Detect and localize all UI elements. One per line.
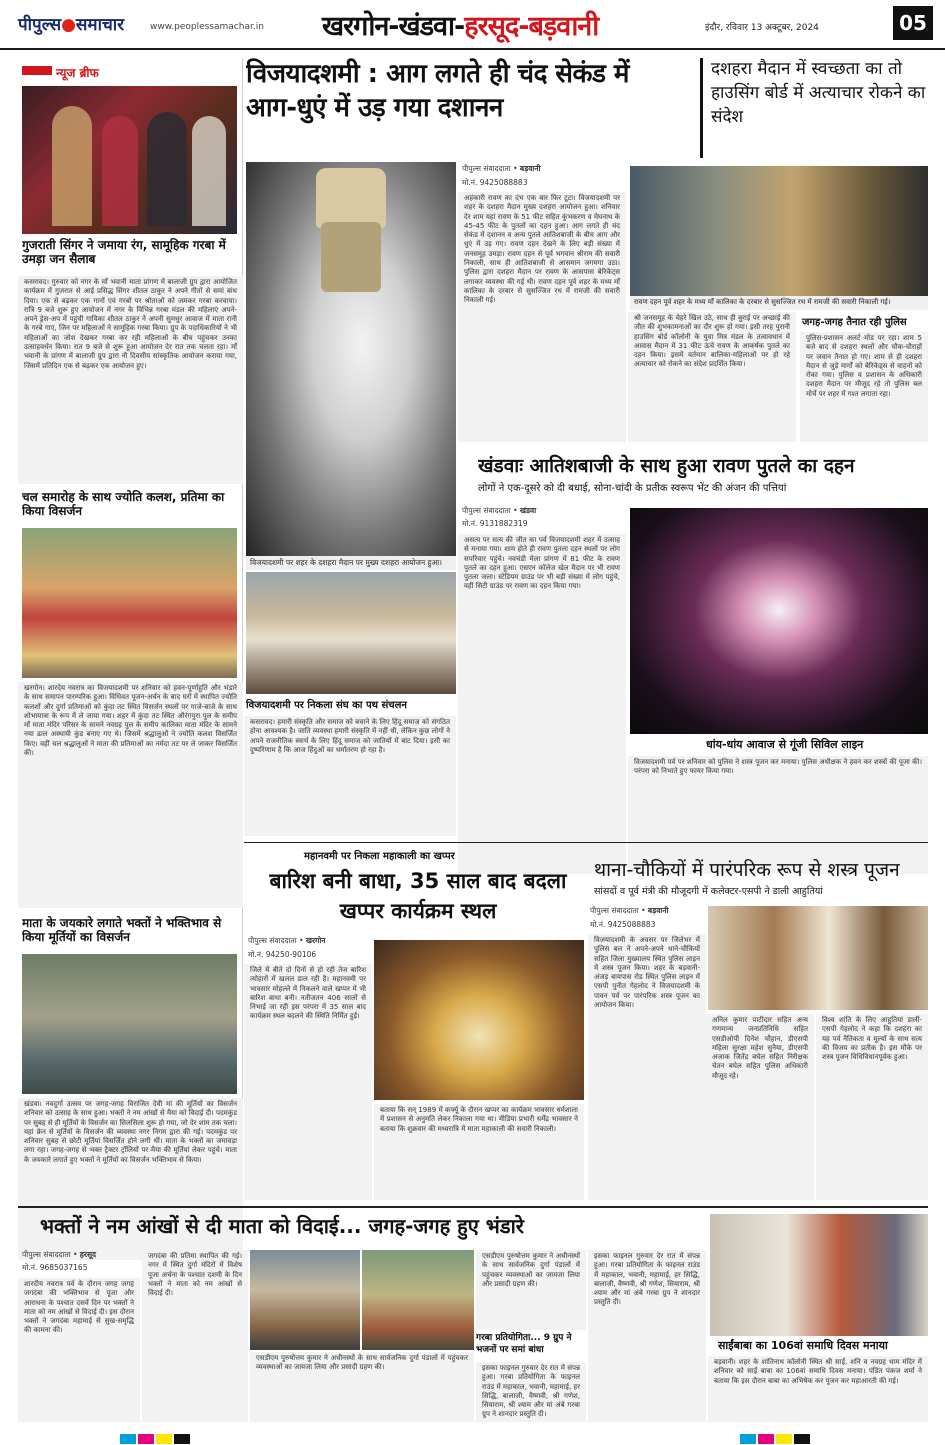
edition-title bbox=[322, 6, 598, 43]
dateline: इंदौर, रविवार 13 अक्टूबर, 2024 bbox=[705, 23, 819, 33]
bottom-section-divider bbox=[18, 1206, 928, 1208]
magenta-swatch-icon-right bbox=[758, 1434, 774, 1444]
shastra-body-ahuti: विश्व शांति के लिए आहुतियां डालीं-एसपी गेहलोद ने कहा कि दशहरा का यह पर्व नैतिकता व मूल्यों के साथ सत्य की विजय का प्रतीक है। इस मौके पर शस्त्र पूजन विधिविधानपूर्वक हुआ। bbox=[816, 1014, 928, 1200]
shastra-mobile: मो.नं. 9425088883 bbox=[590, 920, 656, 929]
khandwa-byline-place: खंडवा bbox=[519, 506, 537, 515]
kalash-body: खरगोन। शारदेय नवरात्र का विजयादशमी पर शनिवार को हवन-पूर्णाहुति और भंडारे के साथ समापन पारम्परिक हुआ। विधिवत पूजन-अर्चन के बाद घरों में स्थापित ज्योति कलशों और दुर्गा प्रतिमाओं को कुंदा तट स्थित विसर्जन स्थलों पर गाजे-बाजे के साथ शोभायात्रा के रूप में ले जाया गया। शहर में कुंदा तट स्थित औरंगपुरा पुल के समीप माँ माता मंदिर परिसर के सामने नवग्रह पुल के समीप कालिका माता मंदिर के सामने नया ढाल अस्थायी कुंड बनाए गए थे। जिसमें श्रद्धालुओं ने ज्योति कलश विसर्जित किए। वहीं चल श्रद्धालुओं ने माता की प्रतिमाओं का नर्मदा तट पर ले जाकर विसर्जित की। bbox=[18, 682, 243, 908]
side-feature-headline: दशहरा मैदान में स्वच्छता का तो हाउसिंग बोर्ड में अत्याचार रोकने का संदेश bbox=[700, 58, 928, 158]
kalash-headline: चल समारोह के साथ ज्योति कलश, प्रतिमा का किया विसर्जन bbox=[22, 490, 225, 519]
khandwa-byline-name: पीपुल्स संवाददाता bbox=[462, 506, 511, 515]
khappar-body-continued: बताया कि सन् 1989 में कर्फ्यू के दौरान खप्पर का कार्यक्रम भावसार धर्मशाला में प्रशासन से अनुमति लेकर निकाला गया था। मीडिया प्रभारी धर्मेंद्र भावसार ने बताया कि शुक्रवार की मध्यरात्रि में माता महाकाली की सवारी निकाली। bbox=[374, 1104, 584, 1200]
bhandara-body: शारदीय नवरात्र पर्व के दौरान जगह जगह जगदंबा की भक्तिभाव से पूजा और आराधना के पश्चात दसवें दिन पर भक्तों ने माता को नम आंखों से विदाई दी। इस दौरान भक्तों ने जगदंबा महामाई से सुख-समृद्धि की कामना की। bbox=[18, 1278, 140, 1422]
visarjan-body: खंडवा। नवदुर्गा उत्सव पर जगह-जगह विराजित देवी मां की मूर्तियों का विसर्जन शनिवार को उत्साह के साथ हुआ। भक्तों ने नम आंखों से मैया को विदाई दी। पदमकुंड पर सुबह से ही मूर्तियों के विसर्जन का सिलसिला शुरू हो गया, जो देर शाम तक चला। यहां क्रेन से मूर्तियों के विसर्जन की व्यवस्था नगर निगम द्वारा की गई। पदमकुंड पर शनिवार सुबह से छोटी मूर्तियां विसर्जित होने लगी थीं। माता के भक्तों का जमावड़ा लगा रहा। जगह-जगह से भक्त ट्रैक्टर ट्रॉलियों पर मैया की मूर्तियां लेकर पहुंचे। माता के जयकारे लगाते हुए भक्तों ने मूर्तियों का विसर्जन भक्तिभाव से किया। bbox=[18, 1098, 243, 1260]
khappar-byline-place: खरगोन bbox=[305, 936, 326, 945]
shastra-subhead: सांसदों व पूर्व मंत्री की मौजूदगी में कलेक्टर-एसपी ने डाली आहुतियां bbox=[594, 886, 823, 897]
lead-byline-place: बड़वानी bbox=[519, 164, 541, 173]
shastra-byline-name: पीपुल्स संवाददाता bbox=[590, 906, 639, 915]
lead-mobile: मो.नं. 9425088883 bbox=[462, 178, 528, 187]
path-sanchalan-body: कसरावद। हमारी संस्कृति और समाज को बचाने के लिए हिंदू समाज को संगठित होना आवश्यक है। जाति व्यवस्था हमारी संस्कृति में नहीं थी, लेकिन कुछ लोगों ने अपने राजनीतिक स्वार्थ के लिए हिंदू समाज को जातियों में बांट दिया। इसी का दुष्परिणाम है कि आज हिंदुओं का धर्मांतरण हो रहा है। bbox=[244, 716, 456, 836]
bhandara-byline-place: हरसूद bbox=[79, 1250, 97, 1259]
section-divider bbox=[244, 842, 928, 843]
kalika-rath-photo bbox=[630, 166, 928, 296]
logo-text: पीपुल्स bbox=[18, 15, 62, 35]
civil-line-body: विजयादशमी पर्व पर शनिवार को पुलिस ने शस्त्र पूजन कर मनाया। पुलिस अधीक्षक ने हवन कर शस्त्रों की पूजा की। परंपरा को निभाते हुए फायर किया गया। bbox=[628, 756, 928, 874]
bhandara-headline: भक्तों ने नम आंखों से दी माता को विदाई... जगह-जगह हुए भंडारे bbox=[40, 1214, 524, 1238]
black-swatch-icon bbox=[174, 1434, 190, 1444]
bhandara-photo-2 bbox=[362, 1250, 474, 1350]
khappar-photo bbox=[374, 940, 584, 1100]
khandwa-byline: पीपुल्स संवाददाता • खंडवा bbox=[462, 506, 537, 515]
khandwa-mobile: मो.नं. 9131882319 bbox=[462, 519, 528, 528]
edition-title-part2: हरसूद-बड़वानी bbox=[464, 11, 599, 42]
fireworks-photo bbox=[630, 508, 928, 734]
shastra-byline: पीपुल्स संवाददाता • बड़वानी bbox=[590, 906, 669, 915]
kalika-rath-caption: रावण दहन पूर्व शहर के मध्य माँ कालिका के दरबार से सुसज्जित रथ में रामजी की सवारी निकाली गई। bbox=[630, 296, 928, 310]
magenta-swatch-icon bbox=[138, 1434, 154, 1444]
bhandara-byline-name: पीपुल्स संवाददाता bbox=[22, 1250, 71, 1259]
yellow-swatch-icon-right bbox=[776, 1434, 792, 1444]
bhandara-body-garba-intro: एसडीएम पुरुषोत्तम कुमार ने अधीनस्थों के साथ सार्वजनिक दुर्गा पंडालों में पहुंचकर व्यवस्थाओं का जायजा लिया और प्रसादी ग्रहण की। bbox=[476, 1250, 586, 1330]
lead-byline-name: पीपुल्स संवाददाता bbox=[462, 164, 511, 173]
page-number: 05 bbox=[893, 6, 933, 40]
bhandara-mobile: मो.नं. 9685037165 bbox=[22, 1263, 88, 1272]
khandwa-subhead: लोगों ने एक-दूसरे को दी बधाई, सोना-चांदी के प्रतीक स्वरूप भेंट की अंजन की पत्तियां bbox=[478, 483, 787, 494]
cyan-swatch-icon bbox=[120, 1434, 136, 1444]
shastra-pujan-photo bbox=[708, 906, 928, 1010]
shastra-body: विजयादशमी के अवसर पर जिलेभर में पुलिस बल ने अपने-अपने थाने-चौकियों सहित जिला मुख्यालय स्थित पुलिस लाइन में शस्त्र पूजन किया। शहर के बड़वानी-अंजड़ बायपास रोड स्थित पुलिस लाइन में एसपी पुनीत गेहलोद ने विजयादशमी के पावन पर्व पर पारंपरिक शस्त्र पूजन का आयोजन किया। bbox=[588, 934, 706, 1200]
garba-competition-subhead: गरबा प्रतियोगिता... 9 ग्रुप ने भजनों पर समां बांधा bbox=[476, 1333, 572, 1356]
ravan-dahan-photo bbox=[246, 162, 456, 568]
lead-headline: विजयादशमी : आग लगते ही चंद सेकंड में आग-धुएं में उड़ गया दशानन bbox=[246, 59, 629, 123]
saibaba-headline: साईंबाबा का 106वां समाधि दिवस मनाया bbox=[718, 1339, 888, 1352]
path-sanchalan-photo bbox=[246, 572, 456, 694]
garba-singer-photo bbox=[22, 86, 237, 234]
news-brief-bar-icon bbox=[22, 66, 52, 75]
khappar-byline: पीपुल्स संवाददाता • खरगोन bbox=[248, 936, 326, 945]
police-body: पुलिस-प्रशासन अलर्ट मोड पर रहा। शाम 5 बजे बाद से दशहरा स्थलों और चौक-चौराहों पर जवान तैनात हो गए। शाम से ही दशहरा मैदान से जुड़े मार्गों को बेरिकेड्स से वाहनों को रोका गया। पुलिस व प्रशासन के अधिकारी दशहरा मैदान पर मौजूद रहे तो पुलिस बल मोर्चे पर शहर में गश्त लगाता रहा। bbox=[800, 332, 928, 442]
edition-title-part1: खरगोन-खंडवा- bbox=[322, 11, 465, 42]
saibaba-body: बड़वानी। शहर के शांतिनाथ कॉलोनी स्थित श्री साईं, शनि व नवग्रह धाम मंदिर में शनिवार को साईं बाबा का 106वां समाधि दिवस मनाया। पंडित पंकज शर्मा ने बताया कि इस दौरान बाबा का अभिषेक कर पूजन कर महाआरती की गई। bbox=[708, 1356, 928, 1422]
police-subhead: जगह-जगह तैनात रही पुलिस bbox=[802, 317, 907, 328]
logo-dot-icon: ● bbox=[61, 15, 76, 35]
news-brief-label: न्यूज ब्रीफ bbox=[56, 66, 99, 80]
garba-headline: गुजराती सिंगर ने जमाया रंग, सामूहिक गरबा में उमड़ा जन सैलाब bbox=[22, 238, 226, 267]
khappar-byline-name: पीपुल्स संवाददाता bbox=[248, 936, 297, 945]
garba-competition-body-continued: इसका फाइनल गुरुवार देर रात में संपन्न हुआ। गरबा प्रतियोगिता के फाइनल राउंड में महाकाल, भवानी, महामाई, हर सिद्धि, बालाजी, वैष्णवी, श्री गणेश, सियाराम, श्री श्याम और मां अंबे गरबा ग्रुप ने शानदार प्रस्तुति दी। bbox=[588, 1250, 706, 1422]
khandwa-headline: खंडवाः आतिशबाजी के साथ हुआ रावण पुतले का दहन bbox=[478, 455, 855, 477]
visarjan-photo bbox=[22, 954, 237, 1094]
khandwa-body: असत्य पर सत्य की जीत का पर्व विजयादशमी शहर में उत्साह से मनाया गया। शाम होते ही रावण पुतला दहन स्थलों पर लोग सपरिवार पहुंचे। नवचंडी मेला प्रांगण में 81 फीट के रावण पुतले का दहन हुआ। एसएन कॉलेज खेल मैदान पर भी रावण पुतला जला। स्टेडियम ग्राउंड पर भी बड़ी संख्या में लोग पहुंचे, वहीं सिटी ग्राउंड पर रावण का दहन किया गया। bbox=[458, 534, 626, 874]
civil-line-caption: धांय-धांय आवाज से गूंजी सिविल लाइन bbox=[706, 738, 864, 751]
garba-body: कसरावद। गुरुवार को नगर के माँ भवानी माता प्रांगण में बालाजी ग्रुप द्वारा आयोजित कार्यक्रम में गुजरात से आई प्रसिद्ध सिंगर शीतल ठाकुर ने अपने गीतों से समां बांध दिया। एक से बढ़कर एक गानों एवं गरबों पर श्रोताओं को जमकर गरबा करवाया। रात्रि 9 बजे शुरू हुए आयोजन में नगर के विभिन्न गरबा मंडल की महिलाएं अपने-अपने ड्रेस-अप में पहुंची गायिका शीतल ठाकुर ने अपनी सुमधुर आवाज में माता रानी के गरबे गाए, जिन पर महिलाओं ने सामूहिक गरबा किया। ग्रुप के पदाधिकारियों ने भी महिलाओं का जोश देखकर गरबा कर रही महिलाओं के बीच पहुंचकर उनका उत्साहवर्धन किया। रात 9 बजे से शुरू हुआ आयोजन देर रात तक चलता रहा। माँ भवानी के प्रांगण में बालाजी ग्रुप द्वारा नौ दिवसीय सांस्कृतिक आयोजन कराया गया, जिसमें प्रतिदिन एक से बढ़कर एक आयोजन हुए। bbox=[18, 276, 243, 484]
shastra-byline-place: बड़वानी bbox=[647, 906, 669, 915]
bhandara-body-sdm: एसडीएम पुरुषोत्तम कुमार ने अधीनस्थों के साथ सार्वजनिक दुर्गा पंडालों में पहुंचकर व्यवस्थाओं का जायजा लिया और प्रसादी ग्रहण की। bbox=[250, 1352, 474, 1422]
shastra-body-continued: अनिल कुमार पाटीदार सहित अन्य गणमान्य जनप्रतिनिधि सहित एसडीओपी दिनेश चौहान, डीएसपी महिला सुरक्षा महेश सुनैया, डीएसपी अजाक जितेंद्र बघेल सहित निरीक्षक चेतन बघेल सहित पुलिस अधिकारी मौजूद रहे। bbox=[706, 1014, 814, 1200]
kalash-procession-photo bbox=[22, 528, 237, 678]
shastra-headline: थाना-चौकियों में पारंपरिक रूप से शस्त्र पूजन bbox=[594, 859, 900, 881]
newspaper-logo bbox=[18, 12, 124, 35]
logo-text-tail: समाचार bbox=[75, 15, 125, 35]
path-sanchalan-caption: विजयादशमी पर निकला संघ का पथ संचलन bbox=[246, 700, 407, 711]
khappar-kicker: महानवमी पर निकला महाकाली का खप्पर bbox=[304, 851, 455, 862]
lead-body: अहंकारी रावण का दंभ एक बार फिर टूटा। विजयादशमी पर शहर के दशहरा मैदान मुख्य दशहरा आयोजन हुआ। शनिवार देर शाम यहां रावण के 51 फीट सहित कुंभकरण व मेघनाथ के 45-45 फीट के पुतलों का दहन हुआ। आग लगते ही चंद सेकंड में दशानन व अन्य पुतले आतिशबाजी के बीच आग और धुएं में उड़ गए। रावण दहन देखने के लिए बड़ी संख्या में जनसमूह उमड़ा। रावण दहन से पूर्व भगवान श्रीराम की सवारी निकाली, साथ ही आतिशबाजी से आसमान जगमगा उठा। पुलिस द्वारा दशहरा मैदान पर रावण के आसपास बेरिकेट्स लगाकर व्यवस्था की गई थी। रावण दहन पूर्व शहर के मध्य माँ कालिका के दरबार से सुसज्जित रथ में रामजी की सवारी निकाली गई। bbox=[458, 192, 626, 442]
khappar-mobile: मो.नं. 94250-90106 bbox=[248, 950, 317, 959]
cyan-swatch-icon-right bbox=[740, 1434, 756, 1444]
website-url: www.peoplessamachar.in bbox=[150, 22, 264, 32]
print-color-bars bbox=[0, 1425, 945, 1445]
lead-body-continued: श्री जनसमूह के चेहरे खिल उठे, साथ ही बुराई पर अच्छाई की जीत की शुभकामनाओं का दौर शुरू हो गया। इसी तरह पुरानी हाउसिंग बोर्ड कॉलोनी के युवा मित्र मंडल के तत्वावधान में आवास मैदान में 31 फीट ऊंचे रावण के आकर्षक पुतले का दहन किया। इसमें वर्तमान बालिका-महिलाओं पर हो रहे अत्याचार को रोकने का संदेश प्रदर्शित किया। bbox=[628, 312, 796, 442]
ravan-dahan-caption: विजयादशमी पर शहर के दशहरा मैदान पर मुख्य दशहरा आयोजन हुआ। bbox=[246, 556, 456, 570]
yellow-swatch-icon bbox=[156, 1434, 172, 1444]
bhandara-body-continued: जगदंबा की प्रतिमा स्थापित की गई। नगर में स्थित दुर्गा मंदिरों में विशेष पूजा अर्चना के पश्चात दशमी के दिन भक्तों ने माता को नम आंखों से विदाई दी। bbox=[142, 1250, 248, 1422]
bhandara-byline: पीपुल्स संवाददाता • हरसूद bbox=[22, 1250, 97, 1259]
khappar-body: जिले में बीते दो दिनों से हो रही तेज बारिश त्योहारों में खलल डाल रही है। महानवमी पर भावसार मोहल्ले में निकलने वाले खप्पर में भी बारिश बाधा बनी। नतीजतन 406 सालों से निभाई जा रही इस परंपरा में 35 साल बाद कार्यक्रम स्थल बदलने की स्थिति निर्मित हुई। bbox=[244, 964, 372, 1200]
bhandara-photo-1 bbox=[250, 1250, 360, 1350]
visarjan-headline: माता के जयकारे लगाते भक्तों ने भक्तिभाव से किया मूर्तियों का विसर्जन bbox=[22, 916, 222, 945]
garba-competition-body: इसका फाइनल गुरुवार देर रात में संपन्न हुआ। गरबा प्रतियोगिता के फाइनल राउंड में महाकाल, भवानी, महामाई, हर सिद्धि, बालाजी, वैष्णवी, श्री गणेश, सियाराम, श्री श्याम और मां अंबे गरबा ग्रुप ने शानदार प्रस्तुति दी। bbox=[476, 1362, 586, 1422]
khappar-headline: बारिश बनी बाधा, 35 साल बाद बदला खप्पर कार्यक्रम स्थल bbox=[269, 869, 567, 924]
lead-byline: पीपुल्स संवाददाता • बड़वानी bbox=[462, 164, 541, 173]
black-swatch-icon-right bbox=[794, 1434, 810, 1444]
saibaba-photo bbox=[710, 1214, 928, 1336]
